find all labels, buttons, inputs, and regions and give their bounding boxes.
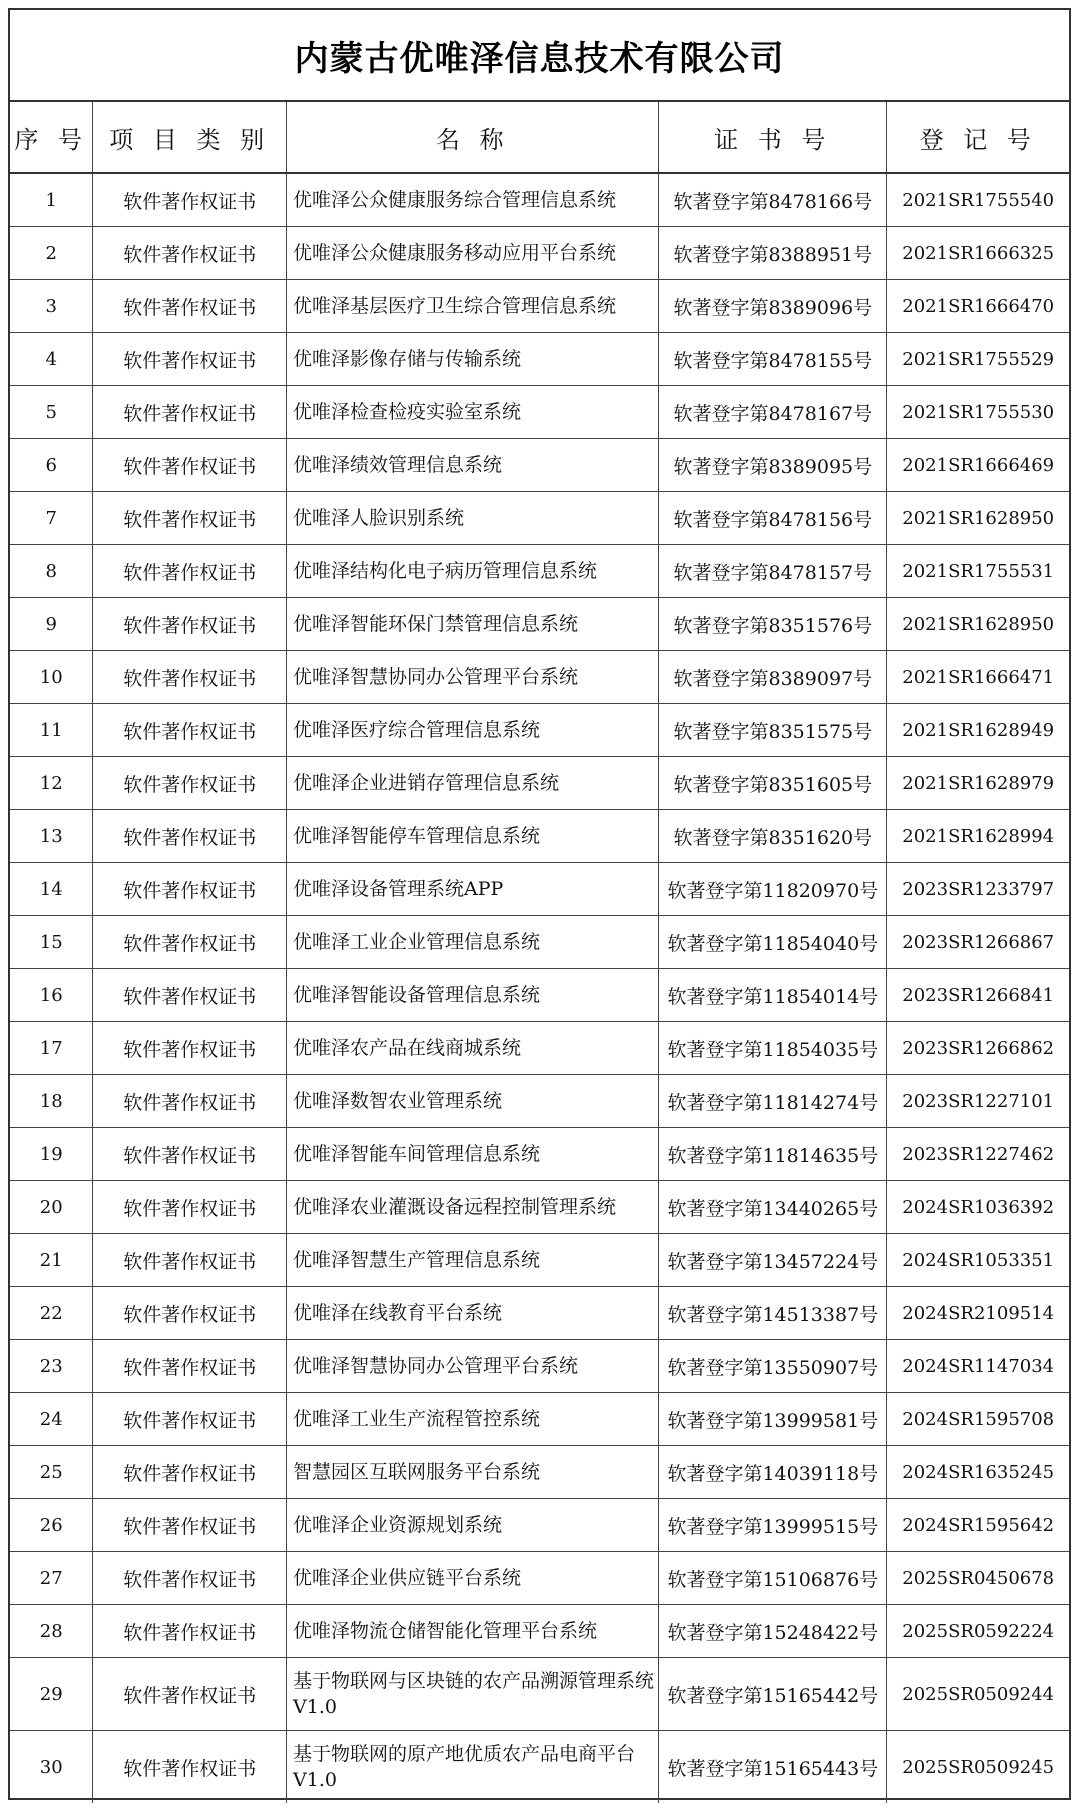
row-cert-no: 软著登字第15165443号 — [659, 1731, 887, 1804]
row-index: 15 — [10, 916, 93, 969]
row-name: 优唯泽智能环保门禁管理信息系统 — [287, 598, 659, 651]
table-row — [10, 651, 1069, 704]
row-index: 24 — [10, 1393, 93, 1446]
table-row — [10, 916, 1069, 969]
row-cert-no: 软著登字第8478166号 — [659, 173, 887, 227]
row-category: 软件著作权证书 — [93, 1287, 287, 1340]
row-index: 20 — [10, 1181, 93, 1234]
row-name: 优唯泽企业资源规划系统 — [287, 1499, 659, 1552]
row-cert-no: 软著登字第8478155号 — [659, 333, 887, 386]
row-cert-no: 软著登字第13440265号 — [659, 1181, 887, 1234]
row-reg-no: 2021SR1666470 — [887, 280, 1069, 333]
row-cert-no: 软著登字第13550907号 — [659, 1340, 887, 1393]
row-reg-no: 2024SR1595642 — [887, 1499, 1069, 1552]
row-index: 6 — [10, 439, 93, 492]
row-name: 优唯泽智能车间管理信息系统 — [287, 1128, 659, 1181]
row-reg-no: 2025SR0509245 — [887, 1731, 1069, 1804]
row-name: 优唯泽智能停车管理信息系统 — [287, 810, 659, 863]
row-category: 软件著作权证书 — [93, 863, 287, 916]
row-reg-no: 2021SR1755540 — [887, 173, 1069, 227]
row-index: 4 — [10, 333, 93, 386]
row-index: 18 — [10, 1075, 93, 1128]
row-name: 优唯泽智慧协同办公管理平台系统 — [287, 651, 659, 704]
row-cert-no: 软著登字第8478167号 — [659, 386, 887, 439]
header-reg-no: 登 记 号 — [887, 102, 1069, 173]
row-name: 优唯泽物流仓储智能化管理平台系统 — [287, 1605, 659, 1658]
row-reg-no: 2021SR1628950 — [887, 492, 1069, 545]
header-category: 项 目 类 别 — [93, 102, 287, 173]
table-row — [10, 1234, 1069, 1287]
row-index: 8 — [10, 545, 93, 598]
row-index: 16 — [10, 969, 93, 1022]
row-category: 软件著作权证书 — [93, 1075, 287, 1128]
row-cert-no: 软著登字第8388951号 — [659, 227, 887, 280]
row-category: 软件著作权证书 — [93, 227, 287, 280]
row-index: 12 — [10, 757, 93, 810]
row-category: 软件著作权证书 — [93, 810, 287, 863]
row-name: 优唯泽检查检疫实验室系统 — [287, 386, 659, 439]
row-name: 优唯泽影像存储与传输系统 — [287, 333, 659, 386]
table-row — [10, 1552, 1069, 1605]
row-index: 30 — [10, 1731, 93, 1804]
table-row — [10, 173, 1069, 227]
row-reg-no: 2023SR1266862 — [887, 1022, 1069, 1075]
table-row — [10, 1022, 1069, 1075]
row-category: 软件著作权证书 — [93, 492, 287, 545]
row-index: 5 — [10, 386, 93, 439]
row-category: 软件著作权证书 — [93, 704, 287, 757]
row-cert-no: 软著登字第8389095号 — [659, 439, 887, 492]
row-name: 优唯泽智慧协同办公管理平台系统 — [287, 1340, 659, 1393]
row-index: 3 — [10, 280, 93, 333]
row-reg-no: 2023SR1266841 — [887, 969, 1069, 1022]
row-category: 软件著作权证书 — [93, 757, 287, 810]
table-row — [10, 545, 1069, 598]
row-cert-no: 软著登字第13999515号 — [659, 1499, 887, 1552]
row-reg-no: 2021SR1628950 — [887, 598, 1069, 651]
row-reg-no: 2021SR1628994 — [887, 810, 1069, 863]
table-row — [10, 969, 1069, 1022]
row-reg-no: 2021SR1628979 — [887, 757, 1069, 810]
row-reg-no: 2023SR1233797 — [887, 863, 1069, 916]
row-index: 10 — [10, 651, 93, 704]
row-name: 优唯泽在线教育平台系统 — [287, 1287, 659, 1340]
row-category: 软件著作权证书 — [93, 545, 287, 598]
row-reg-no: 2021SR1755530 — [887, 386, 1069, 439]
row-name: 优唯泽公众健康服务移动应用平台系统 — [287, 227, 659, 280]
row-cert-no: 软著登字第13999581号 — [659, 1393, 887, 1446]
table-row — [10, 863, 1069, 916]
row-category: 软件著作权证书 — [93, 439, 287, 492]
table-row — [10, 492, 1069, 545]
row-index: 23 — [10, 1340, 93, 1393]
row-name: 优唯泽公众健康服务综合管理信息系统 — [287, 173, 659, 227]
row-name: 优唯泽人脸识别系统 — [287, 492, 659, 545]
row-reg-no: 2021SR1666469 — [887, 439, 1069, 492]
table-row — [10, 1181, 1069, 1234]
row-index: 26 — [10, 1499, 93, 1552]
row-cert-no: 软著登字第11854040号 — [659, 916, 887, 969]
row-reg-no: 2025SR0592224 — [887, 1605, 1069, 1658]
row-category: 软件著作权证书 — [93, 333, 287, 386]
row-reg-no: 2024SR2109514 — [887, 1287, 1069, 1340]
row-name: 优唯泽数智农业管理系统 — [287, 1075, 659, 1128]
row-reg-no: 2023SR1227462 — [887, 1128, 1069, 1181]
row-cert-no: 软著登字第13457224号 — [659, 1234, 887, 1287]
table-row — [10, 1446, 1069, 1499]
table-row — [10, 386, 1069, 439]
row-cert-no: 软著登字第11854014号 — [659, 969, 887, 1022]
row-index: 14 — [10, 863, 93, 916]
row-name: 优唯泽工业企业管理信息系统 — [287, 916, 659, 969]
header-row — [10, 102, 1069, 173]
row-reg-no: 2021SR1666471 — [887, 651, 1069, 704]
row-index: 22 — [10, 1287, 93, 1340]
header-name: 名 称 — [287, 102, 659, 173]
row-category: 软件著作权证书 — [93, 916, 287, 969]
row-name: 优唯泽农业灌溉设备远程控制管理系统 — [287, 1181, 659, 1234]
row-cert-no: 软著登字第8351575号 — [659, 704, 887, 757]
title-bar — [10, 10, 1069, 102]
row-cert-no: 软著登字第15106876号 — [659, 1552, 887, 1605]
row-reg-no: 2025SR0509244 — [887, 1658, 1069, 1731]
row-reg-no: 2024SR1147034 — [887, 1340, 1069, 1393]
row-index: 17 — [10, 1022, 93, 1075]
row-index: 1 — [10, 173, 93, 227]
row-cert-no: 软著登字第14039118号 — [659, 1446, 887, 1499]
row-cert-no: 软著登字第15248422号 — [659, 1605, 887, 1658]
row-reg-no: 2021SR1628949 — [887, 704, 1069, 757]
table-row — [10, 757, 1069, 810]
row-cert-no: 软著登字第8351605号 — [659, 757, 887, 810]
table-row — [10, 439, 1069, 492]
page-title: 内蒙古优唯泽信息技术有限公司 — [294, 38, 785, 79]
row-name: 优唯泽企业进销存管理信息系统 — [287, 757, 659, 810]
row-index: 19 — [10, 1128, 93, 1181]
row-name: 优唯泽智慧生产管理信息系统 — [287, 1234, 659, 1287]
row-name: 基于物联网与区块链的农产品溯源管理系统V1.0 — [287, 1658, 659, 1731]
row-category: 软件著作权证书 — [93, 651, 287, 704]
row-cert-no: 软著登字第11814274号 — [659, 1075, 887, 1128]
row-name: 优唯泽企业供应链平台系统 — [287, 1552, 659, 1605]
table-row — [10, 1128, 1069, 1181]
table-row — [10, 1658, 1069, 1731]
row-category: 软件著作权证书 — [93, 1393, 287, 1446]
row-category: 软件著作权证书 — [93, 598, 287, 651]
row-cert-no: 软著登字第8389097号 — [659, 651, 887, 704]
table-row — [10, 227, 1069, 280]
table-row — [10, 1340, 1069, 1393]
row-name: 优唯泽绩效管理信息系统 — [287, 439, 659, 492]
row-name: 优唯泽设备管理系统APP — [287, 863, 659, 916]
row-category: 软件著作权证书 — [93, 1499, 287, 1552]
row-cert-no: 软著登字第15165442号 — [659, 1658, 887, 1731]
row-cert-no: 软著登字第8351620号 — [659, 810, 887, 863]
table-row — [10, 598, 1069, 651]
row-reg-no: 2024SR1595708 — [887, 1393, 1069, 1446]
row-reg-no: 2021SR1755531 — [887, 545, 1069, 598]
row-index: 11 — [10, 704, 93, 757]
row-cert-no: 软著登字第8389096号 — [659, 280, 887, 333]
row-name: 基于物联网的原产地优质农产品电商平台V1.0 — [287, 1731, 659, 1804]
row-category: 软件著作权证书 — [93, 1181, 287, 1234]
table-body — [10, 173, 1069, 1803]
row-reg-no: 2021SR1755529 — [887, 333, 1069, 386]
row-category: 软件著作权证书 — [93, 280, 287, 333]
row-category: 软件著作权证书 — [93, 1731, 287, 1804]
row-reg-no: 2025SR0450678 — [887, 1552, 1069, 1605]
row-reg-no: 2024SR1635245 — [887, 1446, 1069, 1499]
row-name: 优唯泽农产品在线商城系统 — [287, 1022, 659, 1075]
row-cert-no: 软著登字第8351576号 — [659, 598, 887, 651]
header-cert-no: 证 书 号 — [659, 102, 887, 173]
row-name: 优唯泽智能设备管理信息系统 — [287, 969, 659, 1022]
row-category: 软件著作权证书 — [93, 1605, 287, 1658]
table-row — [10, 1499, 1069, 1552]
row-index: 9 — [10, 598, 93, 651]
row-cert-no: 软著登字第8478156号 — [659, 492, 887, 545]
row-cert-no: 软著登字第11854035号 — [659, 1022, 887, 1075]
row-category: 软件著作权证书 — [93, 1234, 287, 1287]
row-reg-no: 2023SR1227101 — [887, 1075, 1069, 1128]
row-index: 7 — [10, 492, 93, 545]
row-index: 28 — [10, 1605, 93, 1658]
row-category: 软件著作权证书 — [93, 1658, 287, 1731]
table-row — [10, 1731, 1069, 1804]
row-category: 软件著作权证书 — [93, 1446, 287, 1499]
row-name: 优唯泽工业生产流程管控系统 — [287, 1393, 659, 1446]
table-row — [10, 704, 1069, 757]
table-row — [10, 1287, 1069, 1340]
table-row — [10, 333, 1069, 386]
table-row — [10, 1393, 1069, 1446]
row-reg-no: 2024SR1036392 — [887, 1181, 1069, 1234]
row-index: 27 — [10, 1552, 93, 1605]
row-index: 29 — [10, 1658, 93, 1731]
row-cert-no: 软著登字第8478157号 — [659, 545, 887, 598]
row-index: 21 — [10, 1234, 93, 1287]
table-row — [10, 280, 1069, 333]
row-cert-no: 软著登字第14513387号 — [659, 1287, 887, 1340]
certificate-table — [10, 102, 1069, 1803]
row-index: 2 — [10, 227, 93, 280]
row-category: 软件著作权证书 — [93, 386, 287, 439]
row-category: 软件著作权证书 — [93, 1022, 287, 1075]
row-reg-no: 2023SR1266867 — [887, 916, 1069, 969]
table-row — [10, 810, 1069, 863]
row-name: 优唯泽结构化电子病历管理信息系统 — [287, 545, 659, 598]
row-reg-no: 2024SR1053351 — [887, 1234, 1069, 1287]
row-category: 软件著作权证书 — [93, 1552, 287, 1605]
row-name: 智慧园区互联网服务平台系统 — [287, 1446, 659, 1499]
certificate-sheet — [8, 8, 1071, 1800]
table-row — [10, 1605, 1069, 1658]
row-name: 优唯泽医疗综合管理信息系统 — [287, 704, 659, 757]
row-cert-no: 软著登字第11820970号 — [659, 863, 887, 916]
row-category: 软件著作权证书 — [93, 969, 287, 1022]
row-index: 13 — [10, 810, 93, 863]
row-cert-no: 软著登字第11814635号 — [659, 1128, 887, 1181]
row-reg-no: 2021SR1666325 — [887, 227, 1069, 280]
row-category: 软件著作权证书 — [93, 1128, 287, 1181]
row-index: 25 — [10, 1446, 93, 1499]
table-row — [10, 1075, 1069, 1128]
row-category: 软件著作权证书 — [93, 173, 287, 227]
row-category: 软件著作权证书 — [93, 1340, 287, 1393]
header-index: 序 号 — [10, 102, 93, 173]
row-name: 优唯泽基层医疗卫生综合管理信息系统 — [287, 280, 659, 333]
